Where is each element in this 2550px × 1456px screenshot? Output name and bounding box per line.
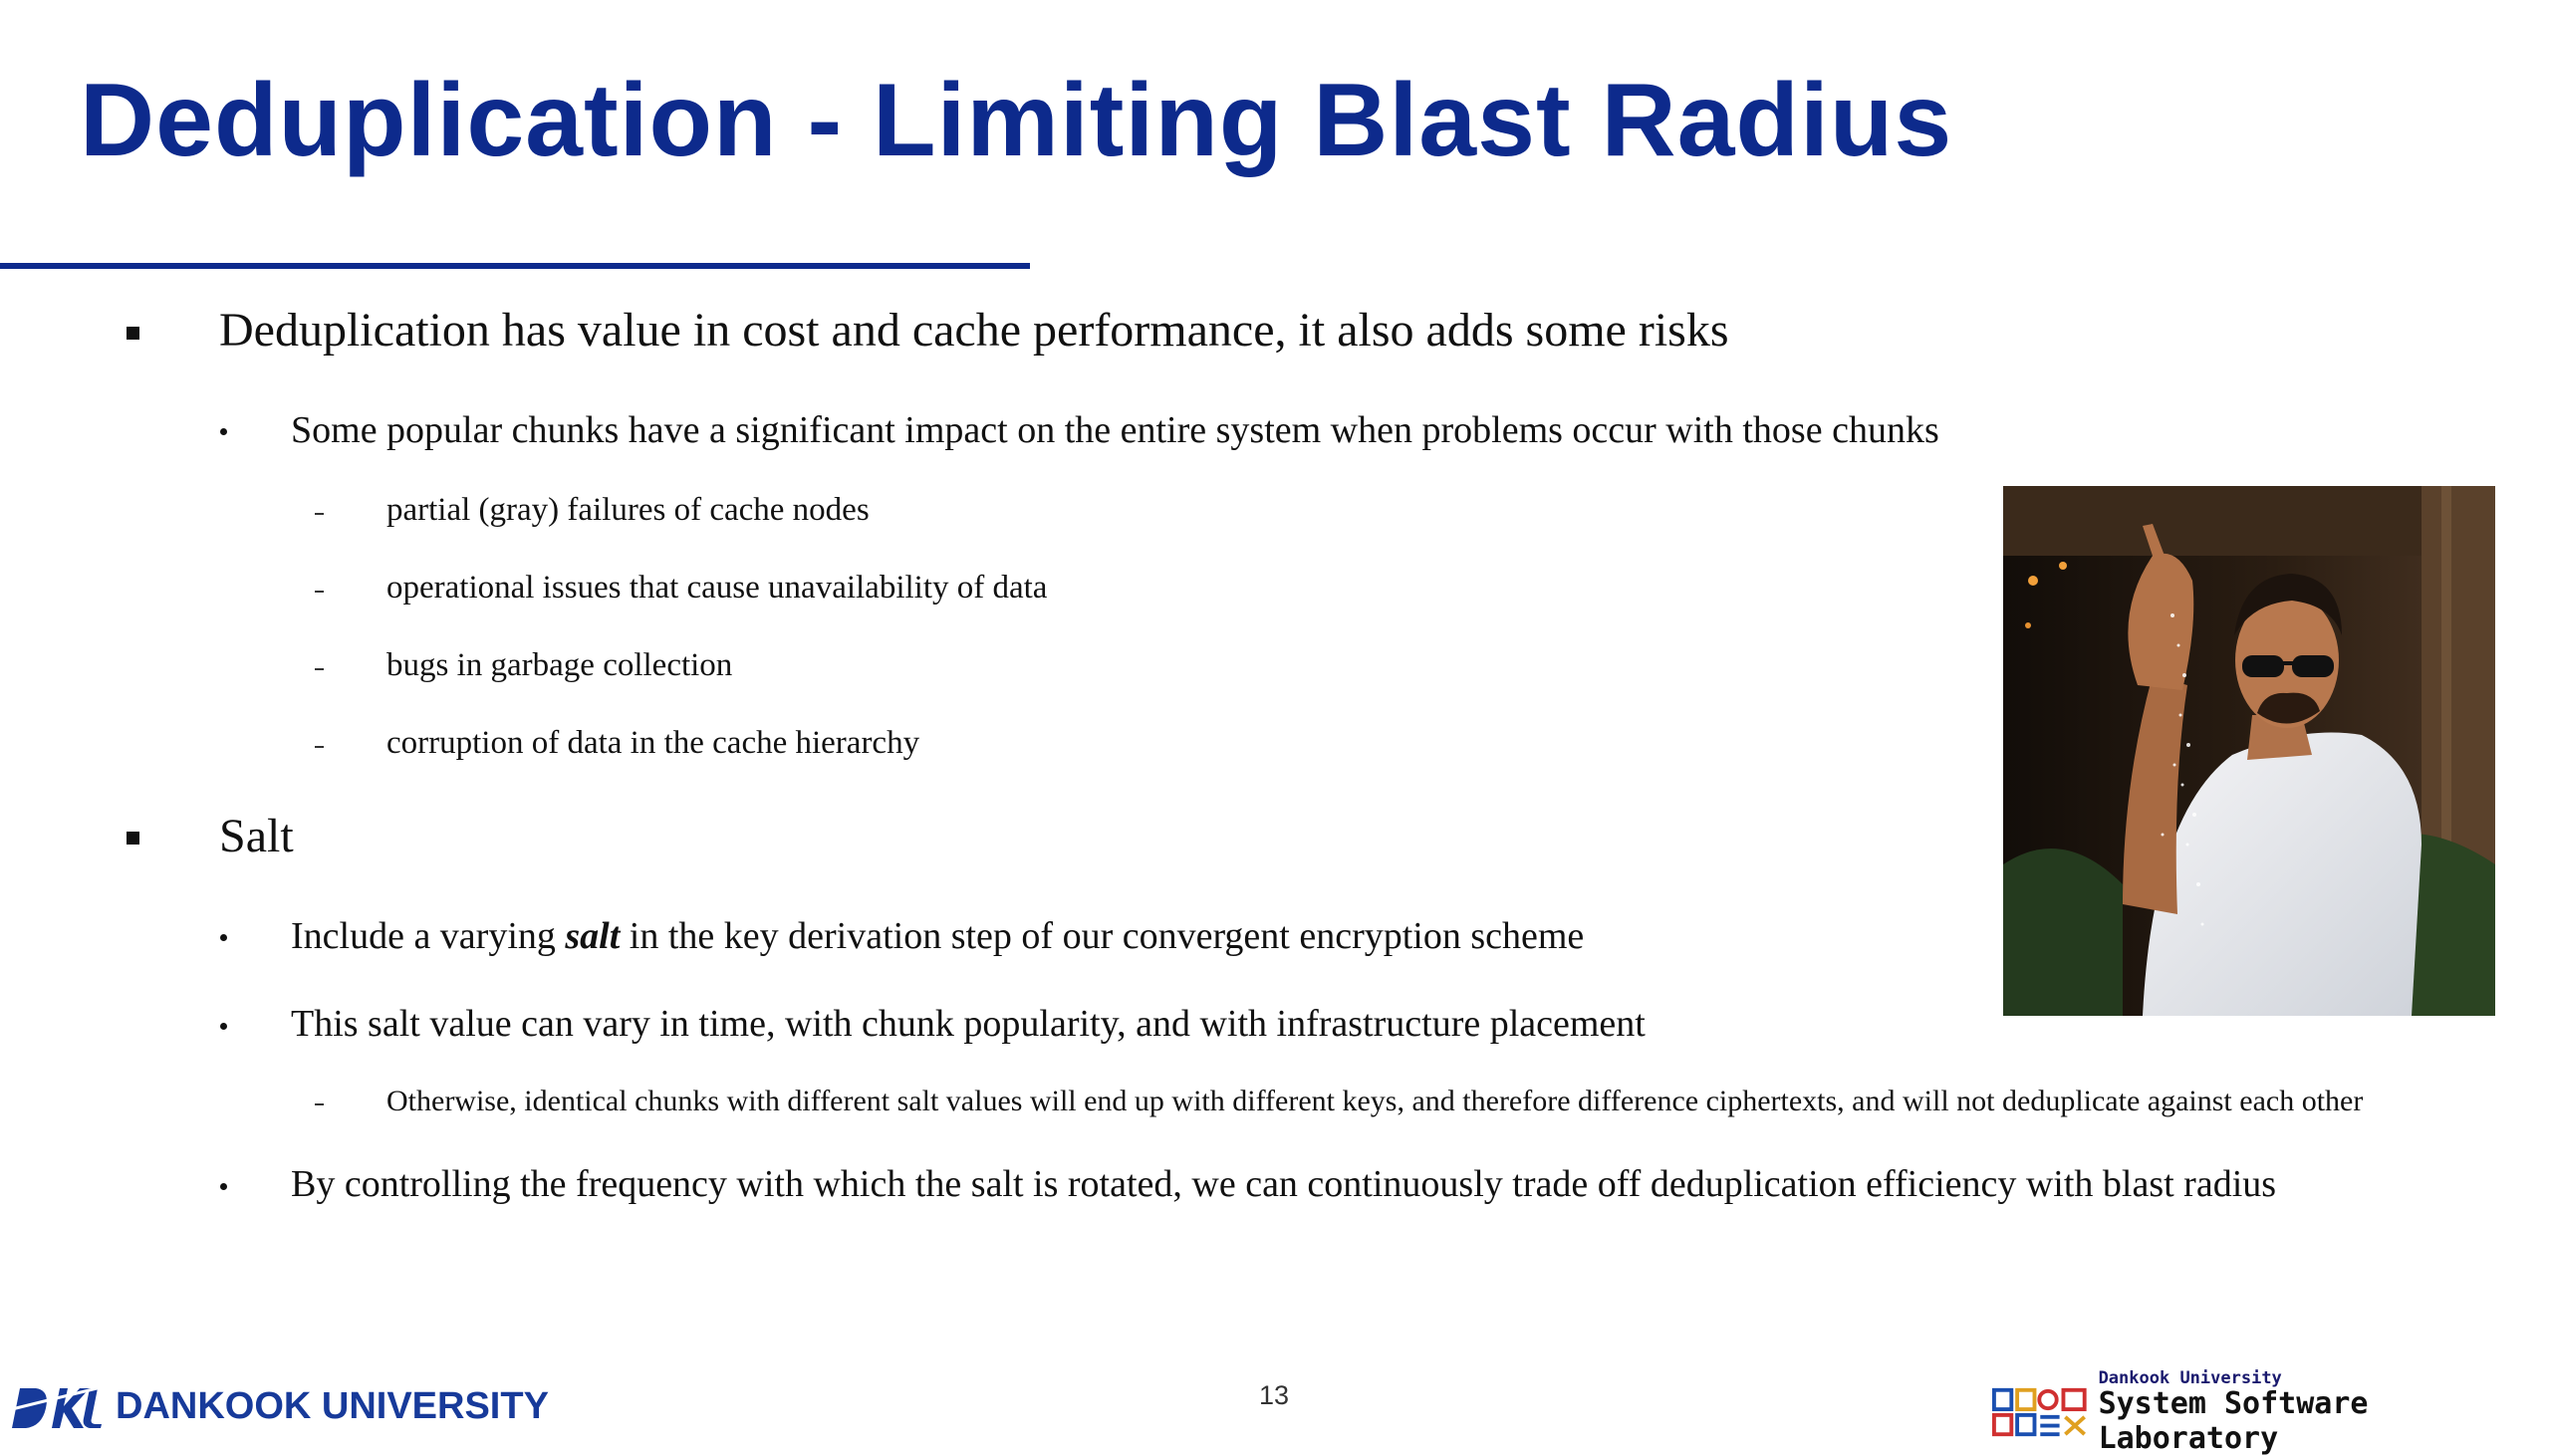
bullet-include-salt <box>291 914 1584 958</box>
bullet-dash-icon <box>315 1103 324 1105</box>
bullet-dash-icon <box>315 513 324 515</box>
university-name: DANKOOK UNIVERSITY <box>116 1384 549 1427</box>
university-logo <box>6 1380 549 1432</box>
title-underline <box>0 263 1030 269</box>
sub-item: corruption of data in the cache hierarchy <box>386 725 920 761</box>
sub-item: bugs in garbage collection <box>386 647 733 683</box>
bullet-salt-varies: This salt value can vary in time, with chunk popularity, and with infrastructure placement <box>291 1003 1646 1045</box>
bullet-dash-icon <box>315 591 324 593</box>
bullet-salt-rotation: By controlling the frequency with which the salt is rotated, we can continuously trade off deduplication efficiency with blast radius <box>291 1163 2277 1205</box>
lab-logo <box>1992 1368 2550 1456</box>
bullet-dot-icon <box>220 428 227 435</box>
sub-item-otherwise: Otherwise, identical chunks with different salt values will end up with different keys, and therefore difference ciphertexts, and will not deduplicate against each other <box>386 1085 2364 1117</box>
photo-illustration <box>2003 486 2495 1016</box>
dku-logo-icon <box>6 1380 106 1432</box>
sub-item: partial (gray) failures of cache nodes <box>386 492 870 528</box>
text-segment: in the key derivation step of our convergent encryption scheme <box>620 915 1585 957</box>
bullet-dash-icon <box>315 668 324 670</box>
bullet-dot-icon <box>220 1183 227 1190</box>
lab-name: System Software Laboratory <box>2098 1386 2369 1456</box>
bullet-popular-chunks: Some popular chunks have a significant impact on the entire system when problems occur with those chunks <box>291 409 1939 451</box>
sub-item: operational issues that cause unavailability of data <box>386 570 1048 606</box>
lab-affiliation: Dankook University <box>2098 1368 2282 1388</box>
bullet-salt: Salt <box>219 810 294 862</box>
slide-title: Deduplication - Limiting Blast Radius <box>80 63 1953 178</box>
bullet-square-icon <box>127 832 139 845</box>
bullet-dash-icon <box>315 746 324 748</box>
bullet-cost-risks: Deduplication has value in cost and cache performance, it also adds some risks <box>219 304 1729 357</box>
bullet-dot-icon <box>220 1023 227 1030</box>
lab-logo-icon <box>1992 1385 2089 1439</box>
text-segment: Include a varying <box>291 915 566 957</box>
bullet-square-icon <box>127 327 139 340</box>
page-number: 13 <box>1259 1380 1290 1410</box>
salt-emphasis: salt <box>565 915 621 957</box>
bullet-dot-icon <box>220 934 227 941</box>
salt-sprinkle-photo <box>2003 486 2495 1016</box>
